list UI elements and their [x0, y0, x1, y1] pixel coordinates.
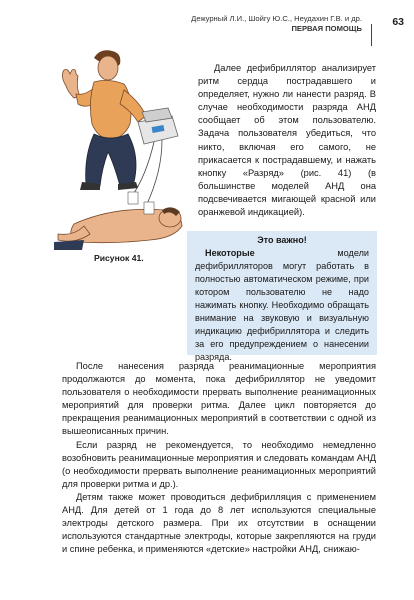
running-header [0, 12, 414, 42]
header-divider [371, 24, 372, 46]
main-text [62, 360, 376, 556]
header-authors: Дежурный Л.И., Шойгу Ю.С., Неудахин Г.В. и др. [191, 14, 362, 23]
header-text [191, 14, 362, 34]
paragraph: Если разряд не рекомендуется, то необходимо немедленно возобновить реанимационные мероприятия и следовать командам АНД (о необходимости прервать выполнение реанимационных мероприятий для проверки ритма и др.). [62, 439, 376, 489]
header-book-title: ПЕРВАЯ ПОМОЩЬ [291, 24, 362, 33]
figure-caption: Рисунок 41. [94, 253, 144, 263]
right-column-text [198, 62, 376, 219]
page-number: 63 [392, 16, 404, 28]
callout-body [195, 247, 369, 364]
paragraph: Далее дефибриллятор анализирует ритм сердца пострадавшего и определяет, нужно ли нанести разряд. В случае необходимости разряда АНД сообщает об этом пользователю. Задача пользователя убедиться, что никто, включая его самого, не прикасается к пострадавшему, и нажать кнопку «Разряд» (рис. 41) (в большинстве моделей АНД она подсвечивается мигающей красной или оранжевой индикацией). [198, 63, 376, 218]
defibrillation-illustration [54, 46, 186, 252]
callout-title: Это важно! [257, 235, 307, 245]
callout-lead-word: Некоторые [205, 248, 255, 258]
important-note-box [187, 231, 377, 362]
paragraph: Детям также может проводиться дефибрилляция с применением АНД. Для детей от 1 года до 8 лет используются специальные электроды детского размера. При их отсутствии в оснащении используются стандартные электроды, которые закрепляются на груди и спине ребенка, и применяются «детские» настройки АНД, снижаю- [62, 491, 376, 555]
callout-text: модели дефибрилляторов могут работать в полностью автоматическом режиме, при котором пользователю не надо нажимать кнопку. Необходимо обращать внимание на звуковую и визуальную индикацию дефибриллятора и следить за его предупреждением о нанесении разряда. [195, 248, 369, 362]
paragraph: После нанесения разряда реанимационные мероприятия продолжаются до момента, пока дефибриллятор не уведомит пользователя о необходимости прервать выполнение реанимационных мероприятий для проверки ритма. Далее цикл повторяется до прекращения реанимационных мероприятий в соответствии с одной из вышеописанных причин. [62, 361, 376, 437]
